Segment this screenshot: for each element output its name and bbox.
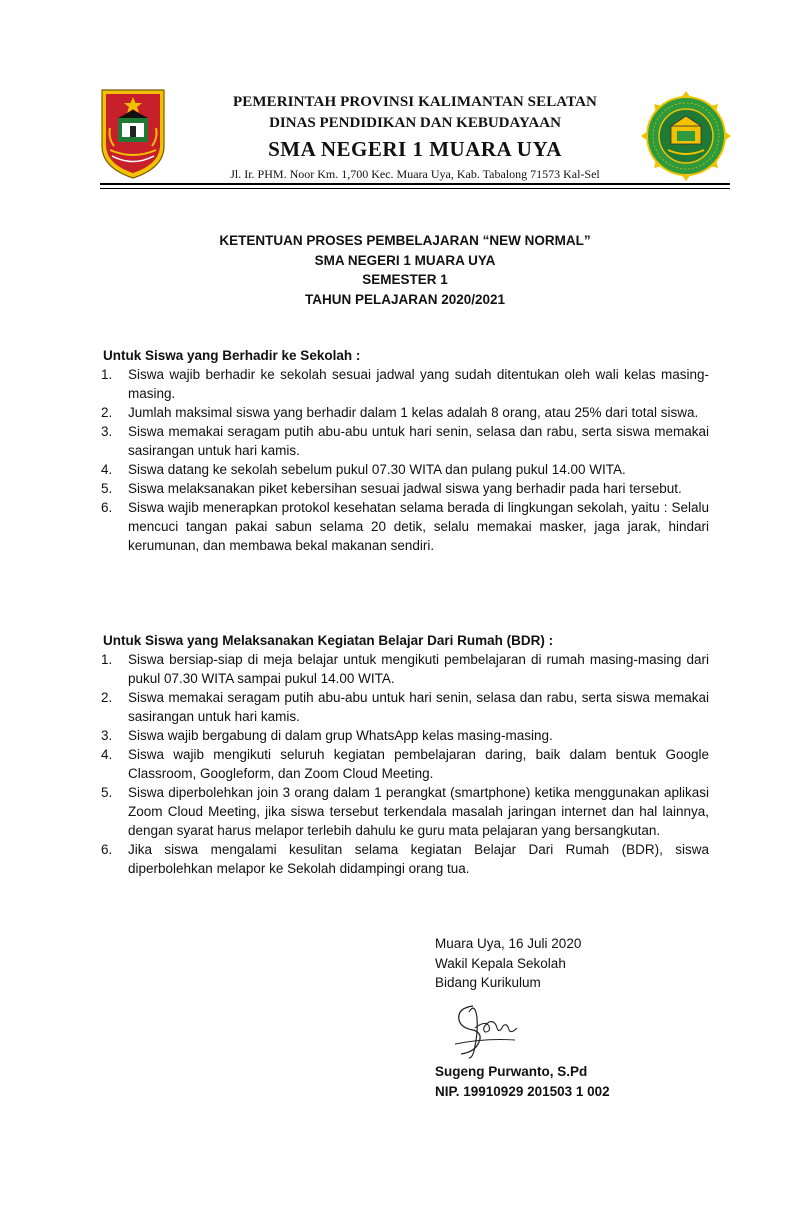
signature-block: [435, 934, 735, 993]
letterhead-address: Jl. Ir. PHM. Noor Km. 1,700 Kec. Muara Uya, Kab. Tabalong 71573 Kal-Sel: [230, 167, 600, 181]
title-line-2: SMA NEGERI 1 MUARA UYA: [314, 252, 496, 268]
item-number: 4.: [101, 462, 113, 477]
item-text: Siswa wajib mengikuti seluruh kegiatan pembelajaran daring, baik dalam bentuk Google Classroom, Googleform, dan Zoom Cloud Meeting.: [128, 747, 709, 781]
item-number: 3.: [101, 424, 113, 439]
list-item: [103, 403, 709, 422]
item-text: Siswa diperbolehkan join 3 orang dalam 1 perangkat (smartphone) ketika menggunakan aplikasi Zoom Cloud Meeting, jika siswa tersebut terkendala masalah jaringan internet dan hal lainnya, dengan syarat harus melapor terlebih dahulu ke guru mata pelajaran yang bersangkutan.: [128, 785, 709, 838]
item-text: Jika siswa mengalami kesulitan selama kegiatan Belajar Dari Rumah (BDR), siswa diperbolehkan melapor ke Sekolah didampingi orang tua.: [128, 842, 709, 876]
title-line-4: TAHUN PELAJARAN 2020/2021: [304, 291, 506, 307]
item-text: Siswa datang ke sekolah sebelum pukul 07.30 WITA dan pulang pukul 14.00 WITA.: [128, 462, 626, 477]
item-text: Jumlah maksimal siswa yang berhadir dalam 1 kelas adalah 8 orang, atau 25% dari total siswa.: [128, 405, 699, 420]
item-number: 2.: [101, 405, 113, 420]
signer-name: Sugeng Purwanto, S.Pd: [435, 1064, 588, 1079]
title-line-3: SEMESTER 1: [362, 272, 448, 287]
title-line-1: KETENTUAN PROSES PEMBELAJARAN “NEW NORMAL”: [219, 233, 591, 248]
signer-department: Bidang Kurikulum: [435, 975, 541, 990]
list-item: [103, 840, 709, 878]
rules-list: [103, 650, 709, 878]
school-emblem-icon: [640, 90, 732, 182]
item-number: 5.: [101, 481, 113, 496]
signer-identity: [435, 1062, 735, 1101]
item-text: Siswa melaksanakan piket kebersihan sesuai jadwal siswa yang berhadir pada hari tersebut.: [128, 481, 682, 496]
list-item: [103, 688, 709, 726]
item-number: 4.: [101, 747, 113, 762]
item-number: 1.: [101, 367, 113, 382]
signer-nip: NIP. 19910929 201503 1 002: [435, 1083, 610, 1099]
item-number: 5.: [101, 785, 113, 800]
list-item: [103, 365, 709, 403]
item-number: 2.: [101, 690, 113, 705]
provincial-emblem-icon: [100, 88, 166, 180]
list-item: [103, 479, 709, 498]
list-item: [103, 650, 709, 688]
item-text: Siswa memakai seragam putih abu-abu untuk hari senin, selasa dan rabu, serta siswa memakai sasirangan untuk hari kamis.: [128, 424, 709, 458]
section-heading: Untuk Siswa yang Berhadir ke Sekolah :: [103, 348, 361, 363]
section-school-attendance: [103, 346, 709, 555]
letterhead-rule-thin: [100, 188, 730, 189]
letterhead-rule-thick: [100, 183, 730, 185]
place-date: Muara Uya, 16 Juli 2020: [435, 936, 582, 951]
document-title: [100, 231, 710, 309]
list-item: [103, 745, 709, 783]
handwritten-signature-icon: [445, 998, 525, 1060]
item-number: 6.: [101, 500, 113, 515]
list-item: [103, 460, 709, 479]
list-item: [103, 783, 709, 840]
letterhead-department: DINAS PENDIDIKAN DAN KEBUDAYAAN: [269, 115, 561, 131]
item-number: 6.: [101, 842, 113, 857]
letterhead-school-name: SMA NEGERI 1 MUARA UYA: [268, 137, 562, 161]
letterhead: [190, 92, 640, 182]
section-learning-from-home: [103, 631, 709, 878]
item-text: Siswa bersiap-siap di meja belajar untuk mengikuti pembelajaran di rumah masing-masing dari pukul 07.30 WITA sampai pukul 14.00 WITA.: [128, 652, 709, 686]
list-item: [103, 498, 709, 555]
signer-position: Wakil Kepala Sekolah: [435, 955, 566, 971]
item-number: 3.: [101, 728, 113, 743]
list-item: [103, 726, 709, 745]
item-text: Siswa wajib menerapkan protokol kesehatan selama berada di lingkungan sekolah, yaitu : Selalu mencuci tangan pakai sabun selama 20 detik, selalu memakai masker, jaga jarak, hindari kerumunan, dan membawa bekal makanan sendiri.: [128, 500, 709, 553]
item-text: Siswa wajib bergabung di dalam grup WhatsApp kelas masing-masing.: [128, 728, 553, 743]
item-text: Siswa memakai seragam putih abu-abu untuk hari senin, selasa dan rabu, serta siswa memakai sasirangan untuk hari kamis.: [128, 690, 709, 724]
list-item: [103, 422, 709, 460]
rules-list: [103, 365, 709, 555]
letterhead-government: PEMERINTAH PROVINSI KALIMANTAN SELATAN: [233, 94, 597, 110]
item-number: 1.: [101, 652, 113, 667]
item-text: Siswa wajib berhadir ke sekolah sesuai jadwal yang sudah ditentukan oleh wali kelas masing-masing.: [128, 367, 709, 401]
section-heading: Untuk Siswa yang Melaksanakan Kegiatan Belajar Dari Rumah (BDR) :: [103, 633, 554, 648]
